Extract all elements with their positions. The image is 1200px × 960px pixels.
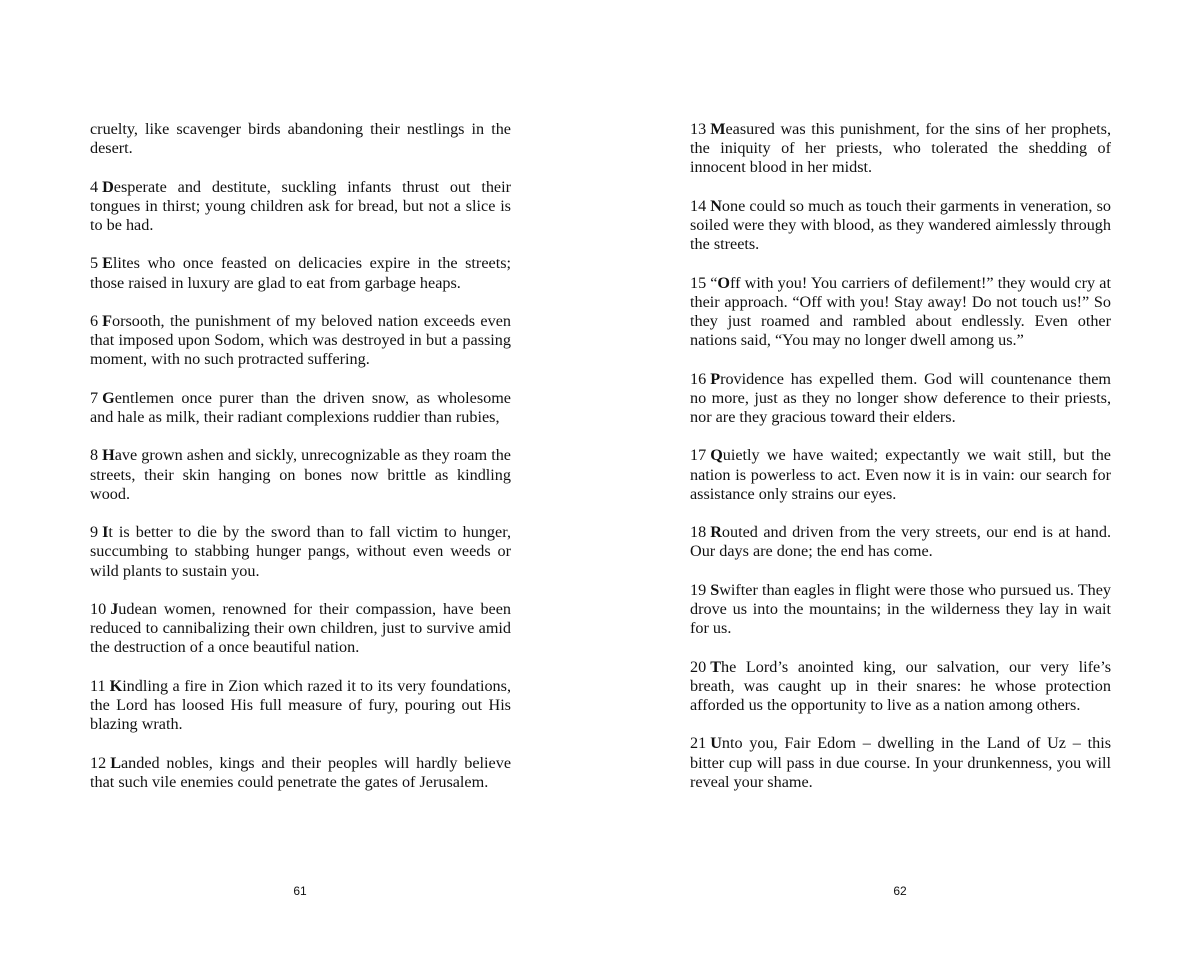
verse-11 <box>90 677 511 735</box>
verse-19 <box>690 581 1111 639</box>
verse-initial: S <box>710 580 720 599</box>
verse-number: 7 <box>90 388 99 407</box>
verse-text: t is better to die by the sword than to fall victim to hunger, succumbing to stabbing hunger pangs, without even weeds or wild plants to sustain you. <box>90 523 511 580</box>
verse-initial: L <box>110 753 121 772</box>
verse-number: 10 <box>90 599 107 618</box>
verse-initial: Q <box>710 446 723 465</box>
verse-text: orsooth, the punishment of my beloved nation exceeds even that imposed upon Sodom, which was destroyed in but a passing moment, with no such protracted suffering. <box>90 311 511 369</box>
page-number: 61 <box>293 884 307 898</box>
verse-number: 9 <box>90 523 99 542</box>
verse-16 <box>690 370 1111 428</box>
verse-12 <box>90 754 511 792</box>
verse-initial: N <box>710 196 722 215</box>
verse-text: esperate and destitute, suckling infants thrust out their tongues in thirst; young children ask for bread, but not a slice is to be had. <box>90 177 511 234</box>
verse-text: wifter than eagles in flight were those who pursued us. They drove us into the mountains; in the wilderness they lay in wait for us. <box>690 580 1111 638</box>
verse-number: 17 <box>690 446 707 465</box>
continuation-paragraph: cruelty, like scavenger birds abandoning their nestlings in the desert. <box>90 120 511 158</box>
verse-9 <box>90 523 511 581</box>
verse-number: 5 <box>90 254 99 273</box>
verse-text: easured was this punishment, for the sins of her prophets, the iniquity of her priests, who tolerated the shedding of innocent blood in her midst. <box>690 120 1111 177</box>
verse-initial: H <box>102 446 115 465</box>
verse-number: 11 <box>90 676 106 695</box>
verse-text: anded nobles, kings and their peoples will hardly believe that such vile enemies could penetrate the gates of Jerusalem. <box>90 753 511 791</box>
verse-7 <box>90 389 511 427</box>
verse-10 <box>90 600 511 658</box>
verse-text: ave grown ashen and sickly, unrecognizable as they roam the streets, their skin hanging on bones now brittle as kindling wood. <box>90 446 511 503</box>
verse-18 <box>690 523 1111 561</box>
verse-text: uietly we have waited; expectantly we wait still, but the nation is powerless to act. Even now it is in vain: our search for assistance only strains our eyes. <box>690 446 1111 503</box>
verse-text: one could so much as touch their garments in veneration, so soiled were they with blood, as they wandered aimlessly through the streets. <box>690 196 1111 254</box>
verse-number: 19 <box>690 580 707 599</box>
verse-6 <box>90 312 511 370</box>
verse-initial: D <box>102 177 114 196</box>
right-page <box>600 0 1200 960</box>
verse-initial: K <box>109 676 123 695</box>
right-page-text <box>690 120 1111 811</box>
verse-text: outed and driven from the very streets, our end is at hand. Our days are done; the end has come. <box>690 523 1111 561</box>
verse-4 <box>90 178 511 236</box>
verse-8 <box>90 446 511 504</box>
left-page-text <box>90 120 511 811</box>
verse-number: 21 <box>690 734 707 753</box>
verse-number: 13 <box>690 120 707 138</box>
verse-text: nto you, Fair Edom – dwelling in the Land of Uz – this bitter cup will pass in due course. In your drunkenness, you will reveal your shame. <box>690 734 1111 791</box>
verse-initial: I <box>102 523 109 542</box>
verse-text: indling a fire in Zion which razed it to its very foundations, the Lord has loosed His full measure of fury, pouring out His blazing wrath. <box>90 676 511 734</box>
verse-number: 8 <box>90 446 99 465</box>
verse-initial: F <box>102 311 112 330</box>
verse-initial: O <box>717 273 730 292</box>
verse-text: udean women, renowned for their compassion, have been reduced to cannibalizing their own children, just to survive amid the destruction of a once beautiful nation. <box>90 599 511 657</box>
verse-number: 4 <box>90 177 99 196</box>
verse-5 <box>90 254 511 292</box>
verse-number: 14 <box>690 196 707 215</box>
verse-number: 16 <box>690 369 707 388</box>
verse-number: 18 <box>690 523 707 542</box>
verse-initial: M <box>710 120 726 138</box>
verse-initial: G <box>102 388 115 407</box>
verse-initial: U <box>710 734 722 753</box>
verse-13 <box>690 120 1111 178</box>
page-number: 62 <box>893 884 907 898</box>
verse-number: 20 <box>690 657 707 676</box>
verse-15 <box>690 274 1111 351</box>
verse-text: ff with you! You carriers of defilement!” they would cry at their approach. “Off with you! Stay away! Do not touch us!” So they just roamed and rambled about endlessly. Even other nations said, “You may no longer dwell among us.” <box>690 273 1111 350</box>
verse-text: lites who once feasted on delicacies expire in the streets; those raised in luxury are glad to eat from garbage heaps. <box>90 254 511 292</box>
verse-text: entlemen once purer than the driven snow, as wholesome and hale as milk, their radiant complexions ruddier than rubies, <box>90 388 511 426</box>
verse-number: 15 <box>690 273 707 292</box>
verse-initial: R <box>710 523 722 542</box>
verse-initial: P <box>710 369 721 388</box>
verse-17 <box>690 446 1111 504</box>
verse-14 <box>690 197 1111 255</box>
verse-number: 12 <box>90 753 107 772</box>
verse-text: rovidence has expelled them. God will countenance them no more, just as they no longer show deference to their priests, nor are they gracious toward their elders. <box>690 369 1111 426</box>
verse-initial: T <box>710 657 721 676</box>
verse-20 <box>690 658 1111 716</box>
verse-initial: J <box>110 599 119 618</box>
verse-number: 6 <box>90 311 99 330</box>
verse-initial: E <box>102 254 113 273</box>
verse-lead-quote: “ <box>710 273 718 292</box>
verse-text: he Lord’s anointed king, our salvation, our very life’s breath, was caught up in their snares: he whose protection afforded us the opportunity to live as a nation among others. <box>690 657 1111 714</box>
verse-21 <box>690 734 1111 792</box>
